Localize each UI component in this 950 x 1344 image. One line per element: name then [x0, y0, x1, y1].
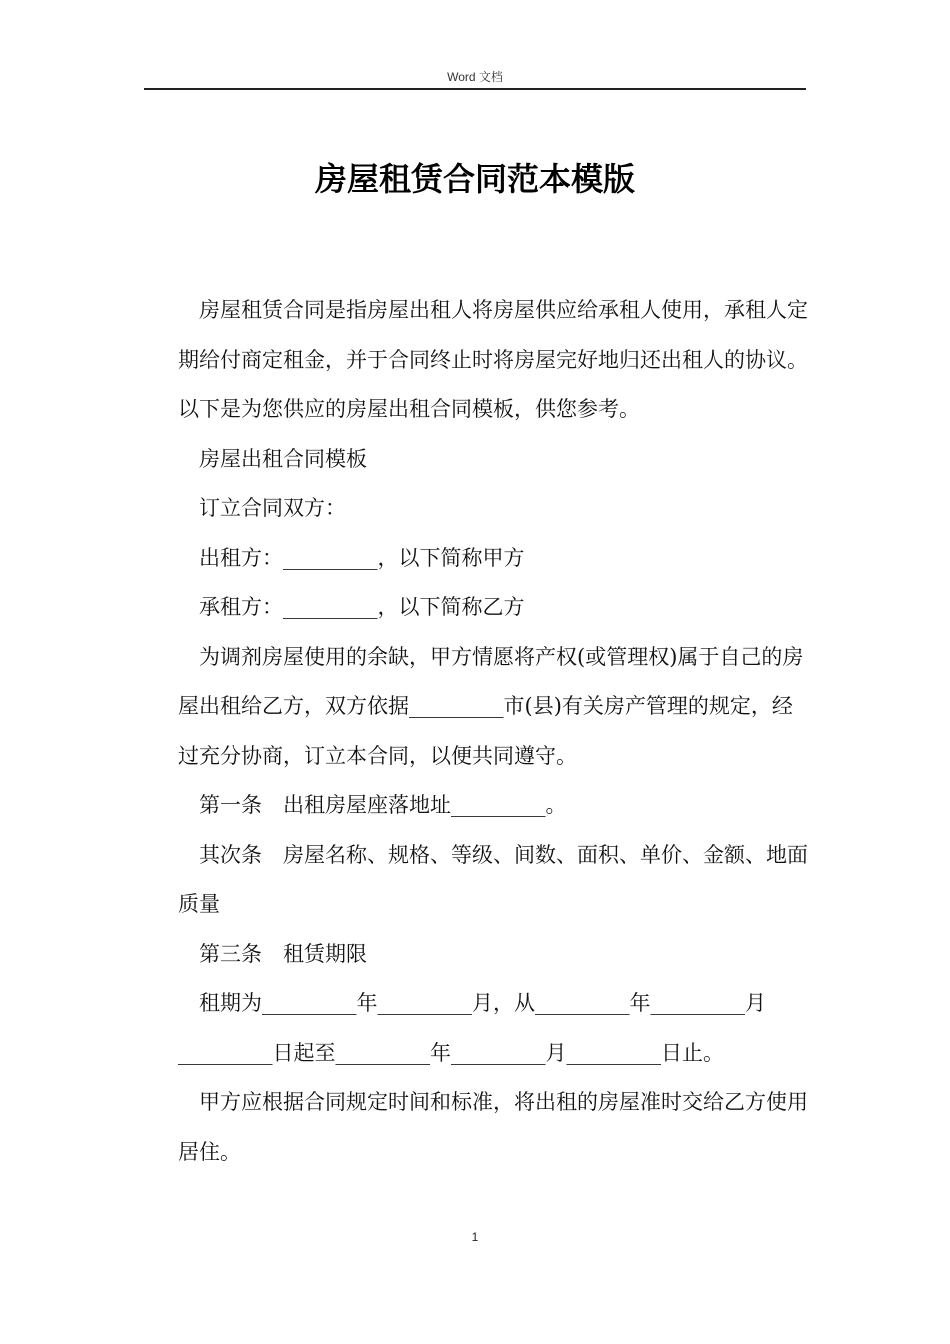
- document-body: [178, 286, 808, 1177]
- paragraph-delivery: 甲方应根据合同规定时间和标准，将出租的房屋准时交给乙方使用居住。: [178, 1090, 808, 1164]
- paragraph-article-3: 第三条 租赁期限: [199, 941, 367, 966]
- paragraph-purpose: 为调剂房屋使用的余缺，甲方情愿将产权(或管理权)属于自己的房屋出租给乙方，双方依据_________市(县)有关房产管理的规定，经过充分协商，订立本合同，以便共同遵守。: [178, 644, 804, 768]
- paragraph-lease-term: 租期为_________年_________月，从_________年_________月_________日起至_________年_________月_________日止。: [178, 991, 766, 1065]
- page-header: [144, 66, 806, 90]
- header-text: Word 文档: [447, 70, 503, 84]
- paragraph-parties-heading: 订立合同双方：: [199, 496, 346, 520]
- paragraph-lessor: 出租方：_________，以下简称甲方: [199, 545, 525, 570]
- paragraph-lessee: 承租方：_________，以下简称乙方: [199, 595, 525, 619]
- paragraph-intro: 房屋租赁合同是指房屋出租人将房屋供应给承租人使用，承租人定期给付商定租金，并于合同终止时将房屋完好地归还出租人的协议。以下是为您供应的房屋出租合同模板，供您参考。: [178, 298, 808, 421]
- paragraph-article-1: 第一条 出租房屋座落地址_________。: [199, 793, 567, 817]
- paragraph-article-2: 其次条 房屋名称、规格、等级、间数、面积、单价、金额、地面质量: [178, 842, 808, 916]
- paragraph-template-heading: 房屋出租合同模板: [199, 446, 367, 471]
- page-number: 1: [471, 1230, 479, 1244]
- document-title: 房屋租赁合同范本模版: [314, 160, 635, 198]
